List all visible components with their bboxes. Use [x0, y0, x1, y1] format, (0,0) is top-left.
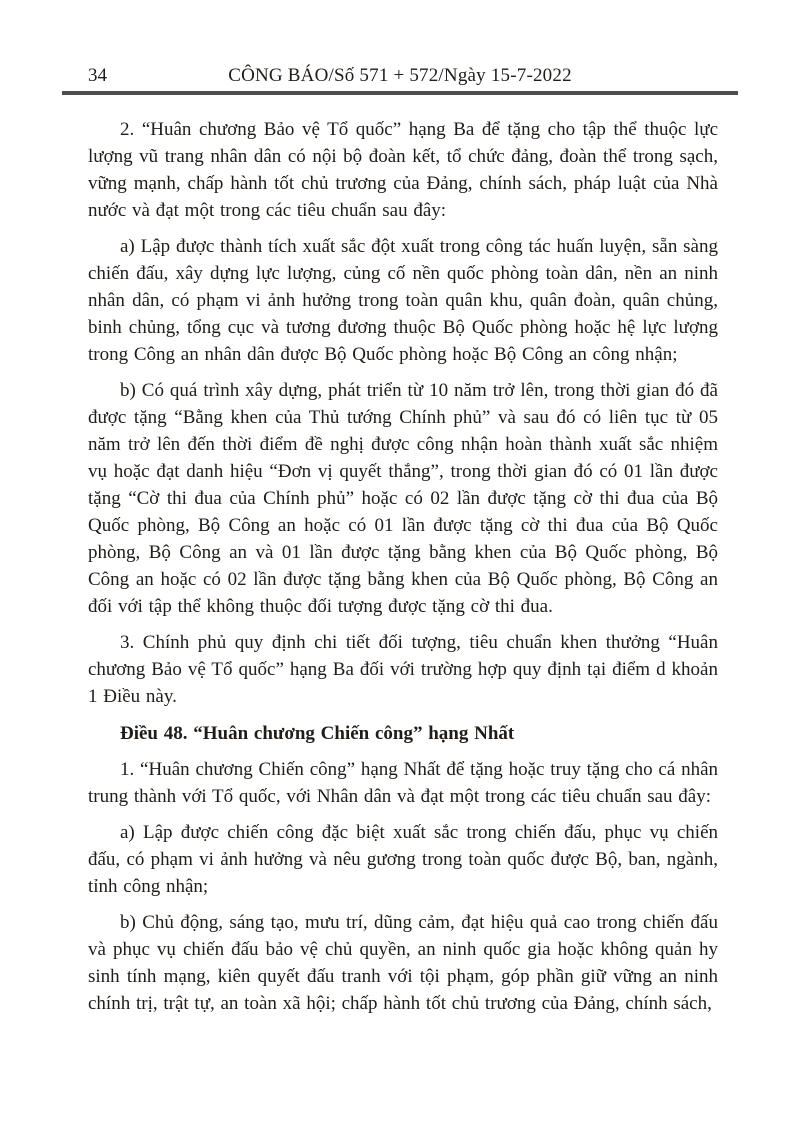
paragraph-clause-3: 3. Chính phủ quy định chi tiết đối tượng, tiêu chuẩn khen thưởng “Huân chương Bảo vệ Tổ quốc” hạng Ba đối với trường hợp quy định tại điểm d khoản 1 Điều này. [88, 632, 718, 707]
paragraph-point-a-art48: a) Lập được chiến công đặc biệt xuất sắc trong chiến đấu, phục vụ chiến đấu, có phạm vi ảnh hưởng và nêu gương trong toàn quốc được Bộ, ban, ngành, tỉnh công nhận; [88, 822, 718, 897]
paragraph-clause-2: 2. “Huân chương Bảo vệ Tổ quốc” hạng Ba để tặng cho tập thể thuộc lực lượng vũ trang nhân dân có nội bộ đoàn kết, tổ chức đảng, đoàn thể trong sạch, vững mạnh, chấp hành tốt chủ trương của Đảng, chính sách, pháp luật của Nhà nước và đạt một trong các tiêu chuẩn sau đây: [88, 119, 718, 221]
header-title: CÔNG BÁO/Số 571 + 572/Ngày 15-7-2022 [228, 65, 572, 86]
header-double-rule [62, 91, 738, 95]
document-body [88, 116, 718, 1017]
paragraph-clause-1: 1. “Huân chương Chiến công” hạng Nhất để tặng hoặc truy tặng cho cá nhân trung thành với Tổ quốc, với Nhân dân và đạt một trong các tiêu chuẩn sau đây: [88, 759, 718, 807]
page-number: 34 [88, 65, 107, 86]
paragraph-point-b-art48: b) Chủ động, sáng tạo, mưu trí, dũng cảm, đạt hiệu quả cao trong chiến đấu và phục vụ chiến đấu bảo vệ chủ quyền, an ninh quốc gia hoặc không quản hy sinh tính mạng, kiên quyết đấu tranh với tội phạm, góp phần giữ vững an ninh chính trị, trật tự, an toàn xã hội; chấp hành tốt chủ trương của Đảng, chính sách, [88, 912, 718, 1014]
page-header [62, 63, 738, 89]
article-48-heading: Điều 48. “Huân chương Chiến công” hạng Nhất [120, 723, 515, 744]
paragraph-point-b: b) Có quá trình xây dựng, phát triển từ 10 năm trở lên, trong thời gian đó đã được tặng “Bằng khen của Thủ tướng Chính phủ” và sau đó có liên tục từ 05 năm trở lên đến thời điểm đề nghị được công nhận hoàn thành xuất sắc nhiệm vụ hoặc đạt danh hiệu “Đơn vị quyết thắng”, trong thời gian đó có 01 lần được tặng “Cờ thi đua của Chính phủ” hoặc có 02 lần được tặng cờ thi đua của Bộ Quốc phòng, Bộ Công an hoặc có 01 lần được tặng cờ thi đua của Bộ Quốc phòng, Bộ Công an và 01 lần được tặng bằng khen của Bộ Quốc phòng, Bộ Công an hoặc có 02 lần được tặng bằng khen của Bộ Quốc phòng, Bộ Công an đối với tập thể không thuộc đối tượng được tặng cờ thi đua. [88, 380, 718, 617]
paragraph-point-a: a) Lập được thành tích xuất sắc đột xuất trong công tác huấn luyện, sẵn sàng chiến đấu, xây dựng lực lượng, củng cố nền quốc phòng toàn dân, nền an ninh nhân dân, có phạm vi ảnh hưởng trong toàn quân khu, quân đoàn, quân chủng, binh chủng, tổng cục và tương đương thuộc Bộ Quốc phòng hoặc hệ lực lượng trong Công an nhân dân được Bộ Quốc phòng hoặc Bộ Công an công nhận; [88, 236, 718, 365]
